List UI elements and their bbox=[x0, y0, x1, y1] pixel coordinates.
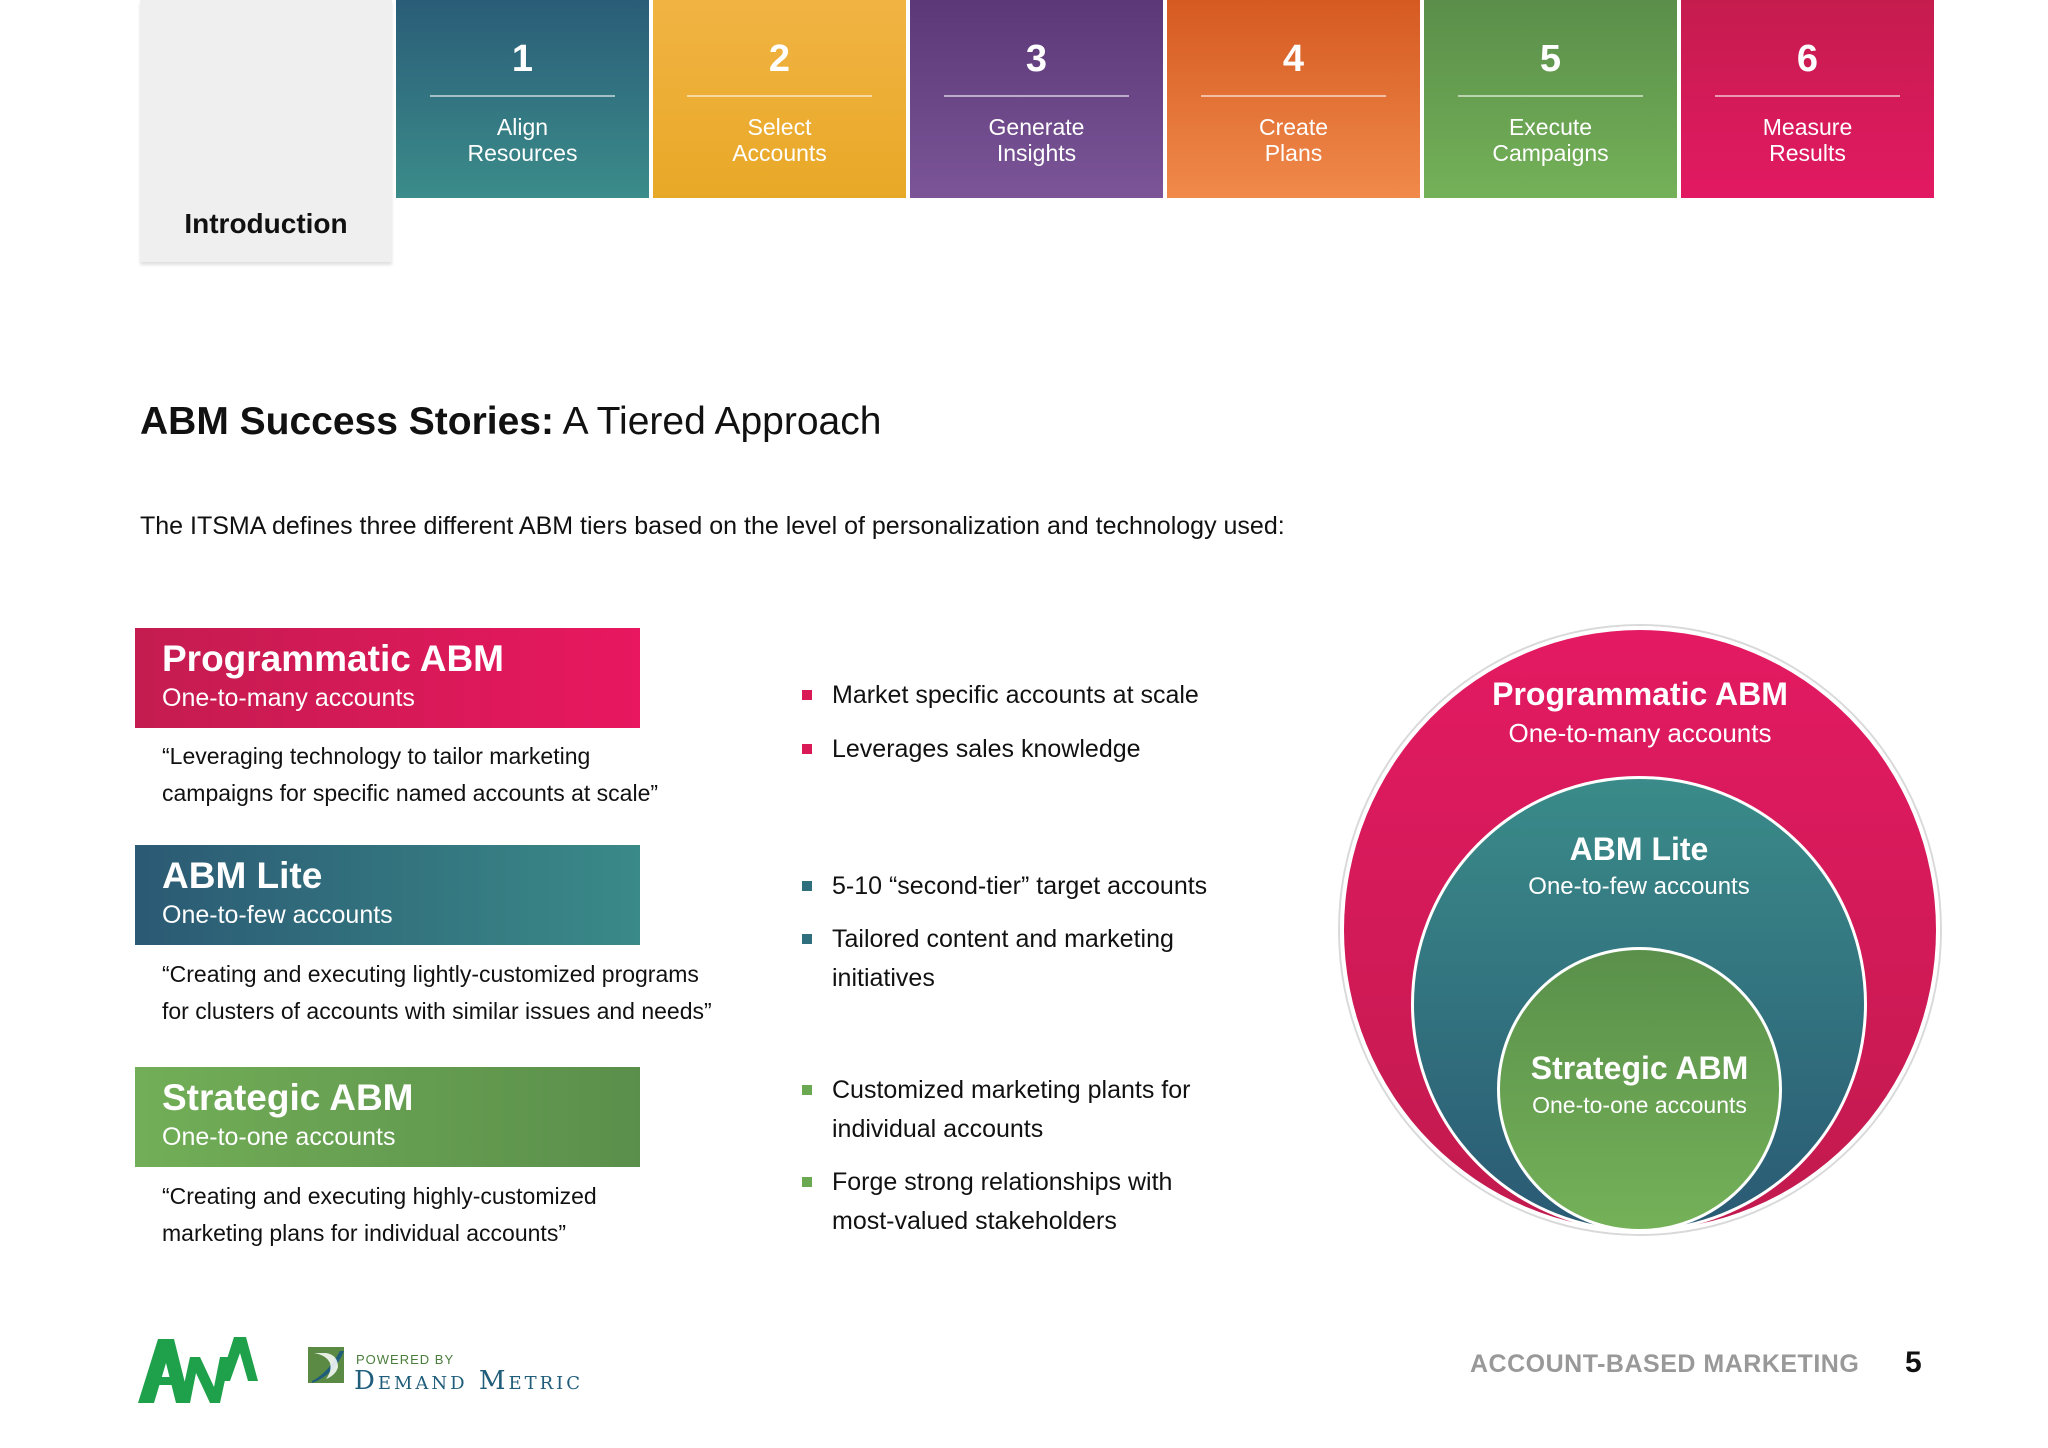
bullet-square-icon bbox=[802, 1085, 812, 1095]
demand-metric-brand: Demand Metric bbox=[354, 1366, 584, 1396]
bullet-line: Customized marketing plants for bbox=[832, 1076, 1191, 1104]
bullet-line: Forge strong relationships with bbox=[832, 1168, 1173, 1196]
powered-by-label: POWERED BY bbox=[356, 1352, 455, 1367]
page-title-bold: ABM Success Stories: bbox=[140, 400, 554, 443]
tier-subtitle: One-to-one accounts bbox=[162, 1123, 396, 1151]
step-label bbox=[920, 114, 1153, 166]
bullet-strategic-1 bbox=[832, 1071, 1190, 1149]
step-divider bbox=[1201, 95, 1386, 97]
tab-step-1-align-resources[interactable] bbox=[396, 0, 649, 198]
tier-quote-strategic bbox=[162, 1178, 597, 1252]
page-title-rest: A Tiered Approach bbox=[553, 400, 882, 443]
step-divider bbox=[430, 95, 615, 97]
bullet-programmatic-1 bbox=[832, 676, 1199, 715]
bullet-square-icon bbox=[802, 934, 812, 944]
step-label bbox=[1177, 114, 1410, 166]
quote-line: campaigns for specific named accounts at scale” bbox=[162, 780, 659, 806]
bullet-line: individual accounts bbox=[832, 1115, 1044, 1143]
bullet-abm-lite-2 bbox=[832, 920, 1174, 998]
circle-tier-subtitle: One-to-many accounts bbox=[1508, 718, 1772, 748]
step-divider bbox=[687, 95, 872, 97]
step-label-line2: Plans bbox=[1264, 140, 1323, 166]
tab-introduction-label: Introduction bbox=[184, 208, 348, 239]
step-label bbox=[406, 114, 639, 166]
step-number: 1 bbox=[511, 38, 534, 80]
step-label-line1: Execute bbox=[1508, 114, 1593, 140]
bullet-line: most-valued stakeholders bbox=[832, 1207, 1117, 1235]
step-label bbox=[663, 114, 896, 166]
quote-line: for clusters of accounts with similar issues and needs” bbox=[162, 998, 712, 1024]
tier-card-strategic bbox=[135, 1067, 640, 1167]
tab-step-2-select-accounts[interactable] bbox=[653, 0, 906, 198]
footer-section-title: ACCOUNT-BASED MARKETING bbox=[1470, 1350, 1860, 1378]
step-divider bbox=[1458, 95, 1643, 97]
step-label-line1: Measure bbox=[1762, 114, 1853, 140]
page-title bbox=[140, 400, 881, 444]
bullet-square-icon bbox=[802, 881, 812, 891]
tier-quote-programmatic bbox=[162, 738, 658, 812]
demand-metric-logo-icon bbox=[308, 1345, 348, 1390]
step-label-line2: Campaigns bbox=[1492, 140, 1609, 166]
step-label-line1: Select bbox=[747, 114, 812, 140]
tier-card-programmatic bbox=[135, 628, 640, 728]
step-number: 6 bbox=[1796, 38, 1819, 80]
intro-paragraph: The ITSMA defines three different ABM tiers based on the level of personalization and technology used: bbox=[140, 512, 1285, 540]
tier-name: Strategic ABM bbox=[162, 1077, 414, 1118]
tier-subtitle: One-to-few accounts bbox=[162, 901, 393, 929]
tab-step-3-generate-insights[interactable] bbox=[910, 0, 1163, 198]
tab-step-6-measure-results[interactable] bbox=[1681, 0, 1934, 198]
bullet-line: Tailored content and marketing bbox=[832, 925, 1174, 953]
tier-name: ABM Lite bbox=[162, 855, 323, 896]
step-number: 3 bbox=[1025, 38, 1048, 80]
bullet-square-icon bbox=[802, 690, 812, 700]
page-number: 5 bbox=[1905, 1346, 1922, 1379]
tier-quote-abm-lite bbox=[162, 956, 712, 1030]
step-label-line2: Insights bbox=[996, 140, 1077, 166]
tab-step-5-execute-campaigns[interactable] bbox=[1424, 0, 1677, 198]
bullet-line: initiatives bbox=[832, 964, 935, 992]
circle-tier-name: Strategic ABM bbox=[1530, 1050, 1749, 1086]
tab-introduction[interactable] bbox=[140, 0, 392, 262]
bullet-line: Market specific accounts at scale bbox=[832, 681, 1199, 709]
bullet-square-icon bbox=[802, 1177, 812, 1187]
step-label-line2: Results bbox=[1769, 140, 1846, 166]
bullet-line: 5-10 “second-tier” target accounts bbox=[832, 872, 1208, 900]
step-label bbox=[1434, 114, 1667, 166]
step-divider bbox=[1715, 95, 1900, 97]
tab-step-4-create-plans[interactable] bbox=[1167, 0, 1420, 198]
tier-name: Programmatic ABM bbox=[162, 638, 504, 679]
tier-card-abm-lite bbox=[135, 845, 640, 945]
quote-line: “Leveraging technology to tailor marketing bbox=[162, 743, 591, 769]
step-label-line1: Align bbox=[496, 114, 549, 140]
step-label-line2: Accounts bbox=[732, 140, 827, 166]
quote-line: marketing plans for individual accounts” bbox=[162, 1220, 566, 1246]
bullet-abm-lite-1 bbox=[832, 867, 1207, 906]
step-label-line1: Create bbox=[1258, 114, 1329, 140]
step-number: 5 bbox=[1539, 38, 1562, 80]
step-divider bbox=[944, 95, 1129, 97]
step-number: 4 bbox=[1282, 38, 1305, 80]
step-label-line2: Resources bbox=[467, 140, 578, 166]
step-number: 2 bbox=[768, 38, 791, 80]
tier-subtitle: One-to-many accounts bbox=[162, 684, 415, 712]
step-label-line1: Generate bbox=[988, 114, 1085, 140]
circle-tier-name: ABM Lite bbox=[1569, 831, 1709, 867]
bullet-line: Leverages sales knowledge bbox=[832, 735, 1141, 763]
quote-line: “Creating and executing lightly-customized programs bbox=[162, 961, 699, 987]
bullet-square-icon bbox=[802, 744, 812, 754]
circle-tier-name: Programmatic ABM bbox=[1492, 676, 1788, 712]
circle-tier-subtitle: One-to-few accounts bbox=[1528, 873, 1750, 900]
step-label bbox=[1691, 114, 1924, 166]
quote-line: “Creating and executing highly-customized bbox=[162, 1183, 597, 1209]
bullet-strategic-2 bbox=[832, 1163, 1172, 1241]
bullet-programmatic-2 bbox=[832, 730, 1141, 769]
tier-circle-strategic bbox=[1497, 947, 1782, 1232]
ana-logo bbox=[138, 1335, 258, 1410]
circle-tier-subtitle: One-to-one accounts bbox=[1532, 1092, 1747, 1118]
